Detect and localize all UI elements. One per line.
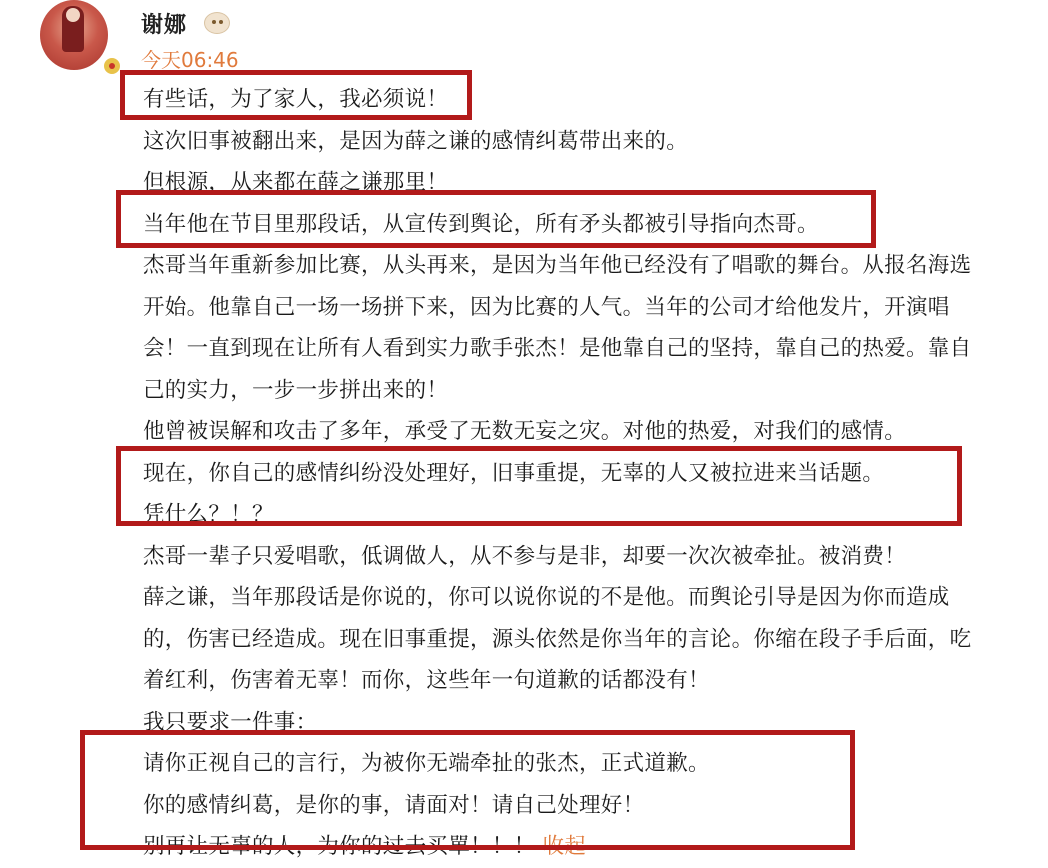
post-line: 这次旧事被翻出来，是因为薛之谦的感情纠葛带出来的。	[143, 128, 689, 154]
post-line: 有些话，为了家人，我必须说！	[143, 87, 449, 112]
post-line: 杰哥一辈子只爱唱歌，低调做人，从不参与是非，却要一次次被牵扯。被消费！	[143, 543, 907, 569]
post-line-text: 别再让无辜的人，为你的过去买單！！！	[143, 834, 536, 859]
highlight-box	[116, 446, 962, 526]
post-line: 但根源，从来都在薛之谦那里！	[143, 170, 449, 195]
highlight-box	[120, 70, 472, 120]
avatar-face	[66, 8, 80, 22]
member-level-icon	[204, 12, 230, 34]
avatar[interactable]	[40, 0, 108, 70]
highlight-box	[80, 730, 855, 850]
post-line: 的，伤害已经造成。现在旧事重提，源头依然是你当年的言论。你缩在段子手后面，吃	[143, 626, 972, 652]
post-line: 请你正视自己的言行，为被你无端牵扯的张杰，正式道歉。	[143, 751, 710, 776]
collapse-link[interactable]: 收起	[542, 834, 587, 859]
post-line: 己的实力，一步一步拼出来的！	[143, 377, 449, 403]
verified-badge-icon	[102, 56, 122, 76]
post-line: 当年他在节目里那段话，从宣传到舆论，所有矛头都被引导指向杰哥。	[143, 211, 819, 237]
post-line: 薛之谦，当年那段话是你说的，你可以说你说的不是他。而舆论引导是因为你而造成	[143, 585, 950, 610]
post-line: 开始。他靠自己一场一场拼下来，因为比赛的人气。当年的公司才给他发片，开演唱	[143, 294, 950, 320]
post-line: 我只要求一件事：	[143, 709, 318, 735]
post-line: 着红利，伤害着无辜！而你，这些年一句道歉的话都没有！	[143, 668, 710, 693]
post-line: 杰哥当年重新参加比赛，从头再来，是因为当年他已经没有了唱歌的舞台。从报名海选	[143, 253, 972, 278]
post-line: 会！一直到现在让所有人看到实力歌手张杰！是他靠自己的坚持，靠自己的热爱。靠自	[143, 336, 972, 361]
post-time: 今天06:46	[141, 48, 239, 72]
post-line: 你的感情纠葛，是你的事，请面对！请自己处理好！	[143, 792, 645, 818]
author-name[interactable]: 谢娜	[141, 13, 188, 38]
post-line: 现在，你自己的感情纠纷没处理好，旧事重提，无辜的人又被拉进来当话题。	[143, 460, 885, 486]
post-line: 他曾被误解和攻击了多年，承受了无数无妄之灾。对他的热爱，对我们的感情。	[143, 419, 907, 444]
post-line: 凭什么？！？	[143, 502, 274, 527]
highlight-box	[116, 190, 876, 248]
